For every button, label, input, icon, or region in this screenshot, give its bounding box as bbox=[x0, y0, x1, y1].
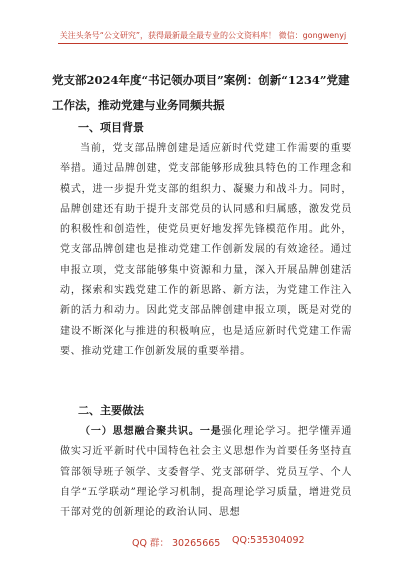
practices-paragraph bbox=[60, 422, 352, 523]
section-heading-background: 一、项目背景 bbox=[78, 121, 144, 134]
footer-qq-group: QQ 群： 30265665 bbox=[132, 538, 221, 549]
header-notice: 关注头条号“公文研究”，获得最新最全最专业的公文资料库！ 微信：gongwenyj bbox=[59, 31, 347, 40]
header-divider bbox=[58, 43, 348, 44]
section-heading-practices: 二、主要做法 bbox=[78, 404, 144, 417]
footer-qq-number: QQ:535304092 bbox=[232, 535, 305, 546]
subheading-ideology: （一）思想融合聚共识。 bbox=[80, 426, 200, 437]
document-title: 党支部2024年度“书记领办项目”案例：创新“1234”党建工作法，推动党建与业务同频共振 bbox=[52, 73, 350, 112]
practices-body: 强化理论学习。把学懂弄通做实习近平新时代中国特色社会主义思想作为首要任务坚持直管部领导班子领学、支委督学、党支部研学、党员互学、个人自学“五学联动”理论学习机制，提高理论学习质量，增进党员干部对党的创新理论的政治认同、思想 bbox=[60, 426, 353, 519]
point-lead-first: 一是 bbox=[199, 426, 222, 437]
section-background-body: 当前，党支部品牌创建是适应新时代党建工作需要的重要举措。通过品牌创建，党支部能够形成独具特色的工作理念和模式，进一步提升党支部的组织力、凝聚力和战斗力。同时，品牌创建还有助于提升支部党员的认同感和归属感，激发党员的积极性和创造性，使党员更好地发挥先锋模范作用。此外，党支部品牌创建也是推动党建工作创新发展的有效途径。通过申报立项，党支部能够集中资源和力量，深入开展品牌创建活动，探索和实践党建工作的新思路、新方法，为党建工作注入新的活力和动力。因此党支部品牌创建申报立项，既是对党的建设不断深化与推进的积极响应，也是适应新时代党建工作需要、推动党建工作创新发展的重要举措。 bbox=[60, 143, 352, 357]
